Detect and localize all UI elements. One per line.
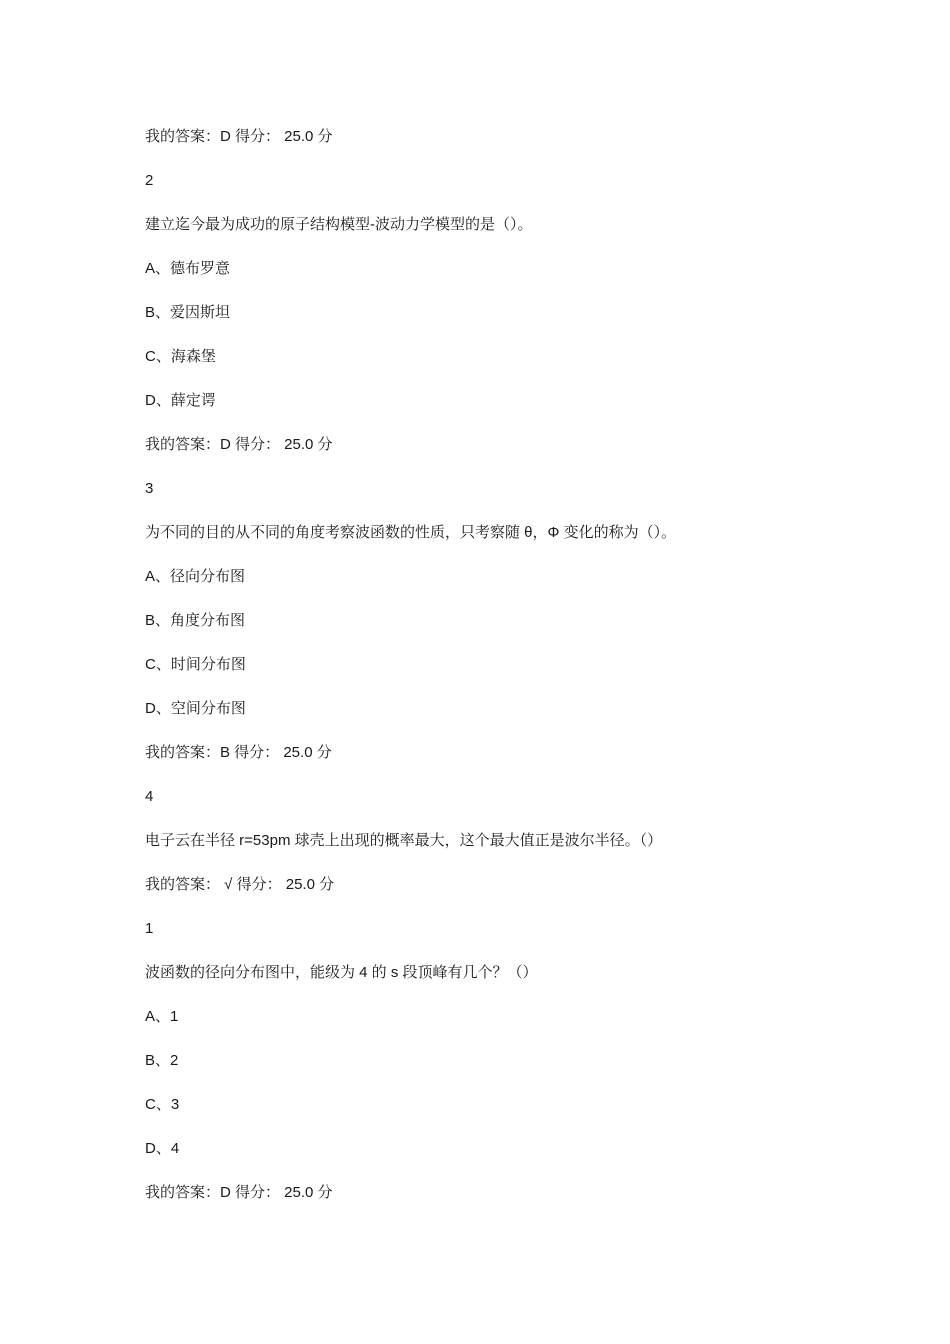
option-c: C、3: [145, 1096, 180, 1113]
question-number: 2: [145, 172, 154, 189]
option-a: A、1: [145, 1008, 179, 1025]
answer-line: 我的答案：D 得分： 25.0 分: [145, 128, 333, 145]
question-text: 电子云在半径 r=53pm 球壳上出现的概率最大，这个最大值正是波尔半径。（）: [145, 832, 663, 849]
question-text: 建立迄今最为成功的原子结构模型-波动力学模型的是（）。: [145, 216, 533, 233]
question-number: 1: [145, 920, 154, 937]
question-text: 为不同的目的从不同的角度考察波函数的性质，只考察随 θ，Φ 变化的称为（）。: [145, 524, 677, 541]
option-c: C、海森堡: [145, 348, 216, 365]
option-a: A、德布罗意: [145, 260, 231, 277]
question-number: 4: [145, 788, 154, 805]
option-b: B、角度分布图: [145, 612, 246, 629]
answer-line: 我的答案：D 得分： 25.0 分: [145, 1184, 333, 1201]
question-number: 3: [145, 480, 154, 497]
option-b: B、2: [145, 1052, 179, 1069]
option-c: C、时间分布图: [145, 656, 246, 673]
option-d: D、空间分布图: [145, 700, 246, 717]
option-b: B、爱因斯坦: [145, 304, 231, 321]
question-text: 波函数的径向分布图中，能级为 4 的 s 段顶峰有几个？（）: [145, 964, 538, 981]
option-d: D、4: [145, 1140, 180, 1157]
answer-line: 我的答案： √ 得分： 25.0 分: [145, 876, 335, 893]
answer-line: 我的答案：B 得分： 25.0 分: [145, 744, 332, 761]
option-d: D、薛定谔: [145, 392, 216, 409]
answer-line: 我的答案：D 得分： 25.0 分: [145, 436, 333, 453]
option-a: A、径向分布图: [145, 568, 246, 585]
